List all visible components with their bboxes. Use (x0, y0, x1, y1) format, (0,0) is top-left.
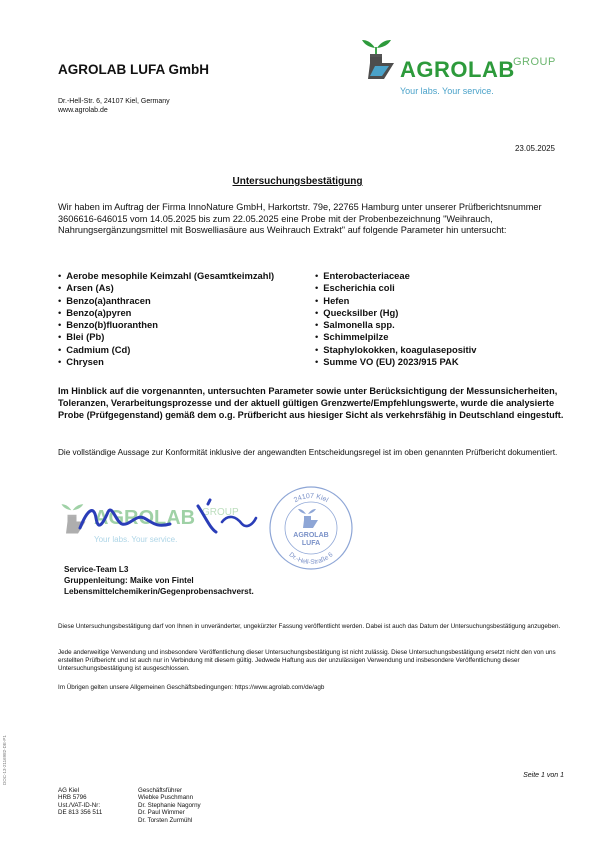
parameter-item: • Benzo(b)fluoranthen (58, 319, 274, 331)
parameter-item: • Schimmelpilze (315, 331, 476, 343)
footer-line: Dr. Paul Wimmer (138, 809, 185, 817)
page-number: Seite 1 von 1 (523, 772, 564, 779)
parameter-list-right (315, 270, 476, 368)
seal-top-text: 24107 Kiel (292, 492, 330, 505)
parameter-item: • Chrysen (58, 356, 274, 368)
conclusion-paragraph: Im Hinblick auf die vorgenannten, untersuchten Parameter sowie unter Berücksichtigung der Messunsicherheiten, Toleranzen, Verarbeitungsprozesse und der aktuell gültigen Grenzwerte/Empfehlungswerte, wurde die analysierte Probe (Prüfgegenstand) gemäß dem o.g. Prüfbericht aus hiesiger Sicht als verkehrsfähig in Deutschland eingestuft. (58, 386, 564, 420)
seal-name-line2: LUFA (301, 540, 321, 547)
parameter-item: • Salmonella spp. (315, 319, 476, 331)
footer-line: Dr. Torsten Zurmühl (138, 816, 193, 824)
parameter-item: • Enterobacteriaceae (315, 270, 476, 282)
parameter-item: • Aerobe mesophile Keimzahl (Gesamtkeimzahl) (58, 270, 274, 282)
footer-management (138, 787, 201, 824)
stamp-group-text: GROUP (202, 507, 239, 518)
footer-line: DE 813 356 511 (58, 809, 103, 817)
stamp-tagline: Your labs. Your service. (94, 535, 178, 544)
seal-bottom-text: Dr.-Hell-Straße 6 (287, 551, 335, 567)
document-date: 23.05.2025 (514, 144, 555, 153)
seal-name-line1: AGROLAB (293, 532, 329, 539)
parameter-item: • Escherichia coli (315, 282, 476, 294)
parameter-item: • Staphylokokken, koagulasepositiv (315, 344, 476, 356)
document-title: Untersuchungsbestätigung (232, 176, 363, 187)
footer-line: Geschäftsführer (138, 787, 183, 794)
parameter-item: • Benzo(a)pyren (58, 307, 274, 319)
seal-graphic (267, 484, 355, 572)
address-line: Dr.-Hell-Str. 6, 24107 Kiel, Germany (58, 98, 170, 105)
svg-text:24107 Kiel (293, 493, 330, 504)
handwritten-signature (60, 488, 260, 548)
svg-text:Dr.-Hell-Straße 6 (288, 551, 335, 566)
footer-line: Dr. Stephanie Nagorny (138, 801, 201, 809)
official-seal (267, 484, 355, 572)
parameter-item: • Arsen (As) (58, 282, 274, 294)
footer-registry (58, 787, 102, 817)
agrolab-logo (360, 32, 565, 102)
footer-line: Ust./VAT-ID-Nr: (58, 801, 101, 809)
document-code: DOC-13-2116982-DE-P1 (2, 735, 7, 785)
signer-team: Service-Team L3 (64, 565, 129, 574)
signer-block (64, 564, 254, 597)
legal-publication-note: Diese Untersuchungsbestätigung darf von Ihnen in unveränderter, ungekürzter Fassung veröffentlicht werden. Dabei ist auch das Datum der Untersuchungsbestätigung anzugeben. (58, 623, 561, 630)
company-address (58, 97, 170, 115)
signer-role: Lebensmittelchemikerin/Gegenprobensachverst. (64, 587, 254, 596)
parameter-item: • Quecksilber (Hg) (315, 307, 476, 319)
parameter-item: • Cadmium (Cd) (58, 344, 274, 356)
company-name: AGROLAB LUFA GmbH (58, 62, 209, 77)
footer-line: HRB 5796 (58, 794, 87, 802)
footer-line: AG Kiel (58, 787, 79, 794)
signer-lead: Gruppenleitung: Maike von Fintel (64, 576, 194, 585)
parameter-list-left (58, 270, 274, 368)
flask-plant-icon (360, 32, 400, 82)
legal-usage-note: Jede anderweitige Verwendung und insbesondere Veröffentlichung dieser Untersuchungsbestätigung ist nicht zulässig. Diese Untersuchungsbestätigung ersetzt nicht den von uns erstellten Prüfbericht und ist auch nur in Verbindung mit diesem gültig. Jedwede Haftung aus der unzulässigen Verwendung und insbesondere Veröffentlichung dieser Untersuchungsbestätigung ist ausgeschlossen. (58, 649, 556, 673)
parameter-item: • Summe VO (EU) 2023/915 PAK (315, 356, 476, 368)
footer-line: Wiebke Puschmann (138, 794, 194, 802)
parameter-item: • Hefen (315, 295, 476, 307)
logo-group-text: GROUP (513, 56, 556, 68)
logo-tagline: Your labs. Your service. (400, 86, 494, 96)
parameter-item: • Benzo(a)anthracen (58, 295, 274, 307)
conformity-note: Die vollständige Aussage zur Konformität inklusive der angewandten Entscheidungsregel ist im oben genannten Prüfbericht dokumentiert. (58, 448, 558, 457)
logo-wordmark: AGROLAB (400, 57, 515, 82)
stamp-wordmark: AGROLAB (94, 507, 196, 529)
parameter-item: • Blei (Pb) (58, 331, 274, 343)
website-text: www.agrolab.de (58, 107, 108, 114)
intro-paragraph: Wir haben im Auftrag der Firma InnoNature GmbH, Harkortstr. 79e, 22765 Hamburg unter unserer Prüfberichtsnummer 3606616-646015 vom 14.05.2025 bis zum 22.05.2025 eine Probe mit der Probenbezeichnung "Weihrauch, Nahrungsergänzungsmittel mit Boswelliasäure aus Weihrauch Extrakt" auf folgende Parameter hin untersucht: (58, 202, 542, 235)
legal-terms-note: Im Übrigen gelten unsere Allgemeinen Geschäftsbedingungen: https://www.agrolab.com/de/agb (58, 684, 325, 691)
